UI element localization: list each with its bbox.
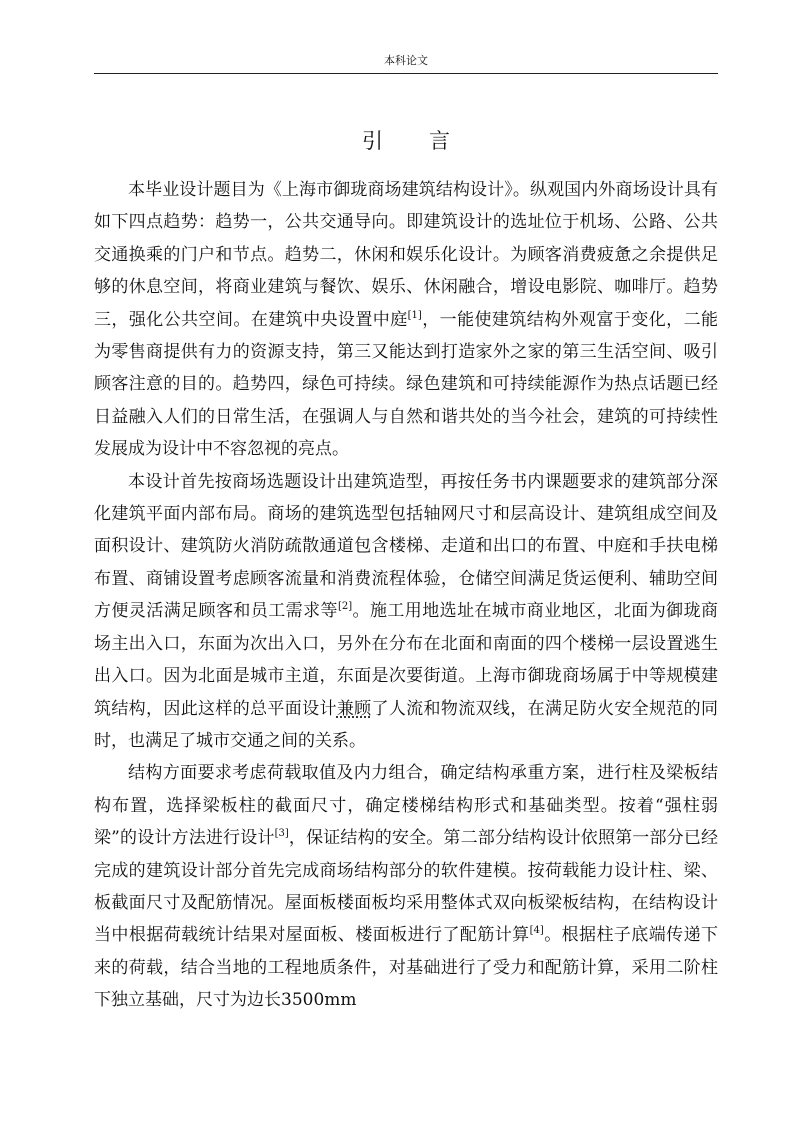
citation-1: [1] [407,309,422,321]
paragraph-text: ，一能使建筑结构外观富于变化，二能为零售商提供有力的资源支持，第三又能达到打造家外之家的第三生活空间、吸引顾客注意的目的。趋势四，绿色可持续。绿色建筑和可持续能源作为热点话题已经日益融入人们的日常生活，在强调人与自然和谐共处的当今社会，建筑的可持续性发展成为设计中不容忽视的亮点。 [94,309,719,460]
header-rule [94,73,718,74]
paragraph-2 [94,466,718,758]
paragraph-text: 结构方面要求考虑荷载取值及内力组合，确定结构承重方案，进行柱及梁板结构布置，选择梁板柱的截面尺寸，确定楼梯结构形式和基础类型。按着“强柱弱梁”的设计方法进行设计 [94,763,718,849]
citation-3: [3] [274,828,289,840]
paragraph-3 [94,757,718,1016]
paragraph-text: 本毕业设计题目为《上海市御珑商场建筑结构设计》。纵观国内外商场设计具有如下四点趋势：趋势一，公共交通导向。即建筑设计的选址位于机场、公路、公共交通换乘的门户和节点。趋势二，休闲和娱乐化设计。为顾客消费疲惫之余提供足够的休息空间，将商业建筑与餐饮、娱乐、休闲融合，增设电影院、咖啡厅。趋势三，强化公共空间。在建筑中央设置中庭 [94,180,718,330]
paragraph-text: ，保证结构的安全。第二部分结构设计依照第一部分已经完成的建筑设计部分首先完成商场结构部分的软件建模。按荷载能力设计柱、梁、板截面尺寸及配筋情况。屋面板楼面板均采用整体式双向板梁板结构，在结构设计当中根据荷载统计结果对屋面板、楼面板进行了配筋计算 [94,828,718,946]
paragraph-text: 。施工用地选址在城市商业地区，北面为御珑商场主出入口，东面为次出入口，另外在分布在北面和南面的四个楼梯一层设置逃生出入口。因为北面是城市主道，东面是次要街道。上海市御珑商场属于中等规模建筑结构，因此这样的总平面设计 [94,601,719,719]
running-header: 本科论文 [384,54,428,67]
citation-4: [4] [529,925,544,937]
paragraph-1 [94,174,718,466]
underlined-term: 兼顾 [336,698,372,719]
body-text [94,174,718,1017]
section-title: 引言 [362,129,496,153]
paragraph-text: 。根据柱子底端传递下来的荷载，结合当地的工程地质条件，对基础进行了受力和配筋计算，采用二阶柱下独立基础，尺寸为边长3500mm [94,925,719,1011]
paragraph-text: 本设计首先按商场选题设计出建筑造型，再按任务书内课题要求的建筑部分深化建筑平面内部布局。商场的建筑选型包括轴网尺寸和层高设计、建筑组成空间及面积设计、建筑防火消防疏散通道包含楼梯、走道和出口的布置、中庭和手扶电梯布置、商铺设置考虑顾客流量和消费流程体验，仓储空间满足货运便利、辅助空间方便灵活满足顾客和员工需求等 [94,471,718,622]
citation-2: [2] [337,601,353,613]
paragraph-text: 了人流和物流双线，在满足防火安全规范的同时，也满足了城市交通之间的关系。 [94,698,719,751]
